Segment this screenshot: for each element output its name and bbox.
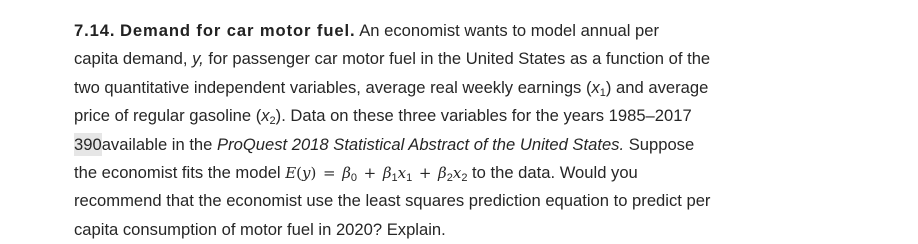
math-sub-2a: 2	[446, 171, 453, 184]
math-x-2: x	[452, 163, 462, 182]
math-plus-1: +	[363, 163, 377, 182]
text-segment: the economist fits the model	[74, 162, 286, 182]
text-segment: recommend that the economist use the least squares prediction equation to predict per	[74, 191, 711, 211]
text-line-1	[74, 17, 904, 45]
text-segment: capita demand,	[74, 49, 193, 69]
math-paren-open: (	[296, 163, 303, 182]
text-line-4	[74, 102, 904, 130]
source-title: ProQuest 2018 Statistical Abstract of the United States.	[217, 134, 625, 154]
math-x-1: x	[397, 163, 407, 182]
text-segment: ) and average	[605, 77, 709, 97]
exercise-number: 7.14.	[74, 21, 116, 40]
text-segment: capita consumption of motor fuel in 2020? Explain.	[74, 219, 446, 239]
page-number: 390	[74, 134, 102, 154]
math-beta-1: β	[382, 163, 392, 182]
math-sub-1b: 1	[406, 171, 413, 184]
math-plus-2: +	[418, 163, 432, 182]
text-line-6	[74, 159, 904, 187]
math-y: y	[302, 163, 311, 182]
math-sub-1a: 1	[391, 171, 398, 184]
variable-x1: x	[591, 77, 600, 97]
math-sub-2b: 2	[461, 171, 468, 184]
subscript-1: 1	[599, 86, 606, 99]
math-beta-2: β	[438, 163, 447, 182]
variable-y: y,	[192, 49, 204, 69]
text-line-5	[74, 131, 904, 159]
math-sub-0: 0	[350, 171, 357, 184]
text-segment: two quantitative independent variables, average real weekly earnings (	[74, 77, 592, 97]
text-segment: available in the	[101, 134, 218, 154]
text-segment: price of regular gasoline (	[74, 106, 262, 126]
math-equals: =	[323, 163, 336, 182]
math-paren-close: )	[310, 163, 317, 182]
text-segment: ). Data on these three variables for the years 1985–2017	[275, 106, 692, 126]
exercise-title: Demand for car motor fuel.	[120, 21, 356, 40]
math-E: E	[285, 163, 297, 182]
exercise-text	[74, 17, 904, 244]
text-segment: for passenger car motor fuel in the United States as a function of the	[203, 49, 711, 69]
text-line-7	[74, 187, 904, 215]
variable-x2: x	[261, 106, 270, 126]
text-segment: An economist wants to model annual per	[359, 21, 660, 40]
text-line-3	[74, 74, 904, 102]
math-beta-0: β	[342, 163, 351, 182]
model-equation	[285, 163, 467, 182]
subscript-2: 2	[269, 115, 276, 128]
text-segment: to the data. Would you	[467, 162, 638, 182]
text-line-2	[74, 45, 904, 73]
text-segment: Suppose	[624, 134, 695, 154]
